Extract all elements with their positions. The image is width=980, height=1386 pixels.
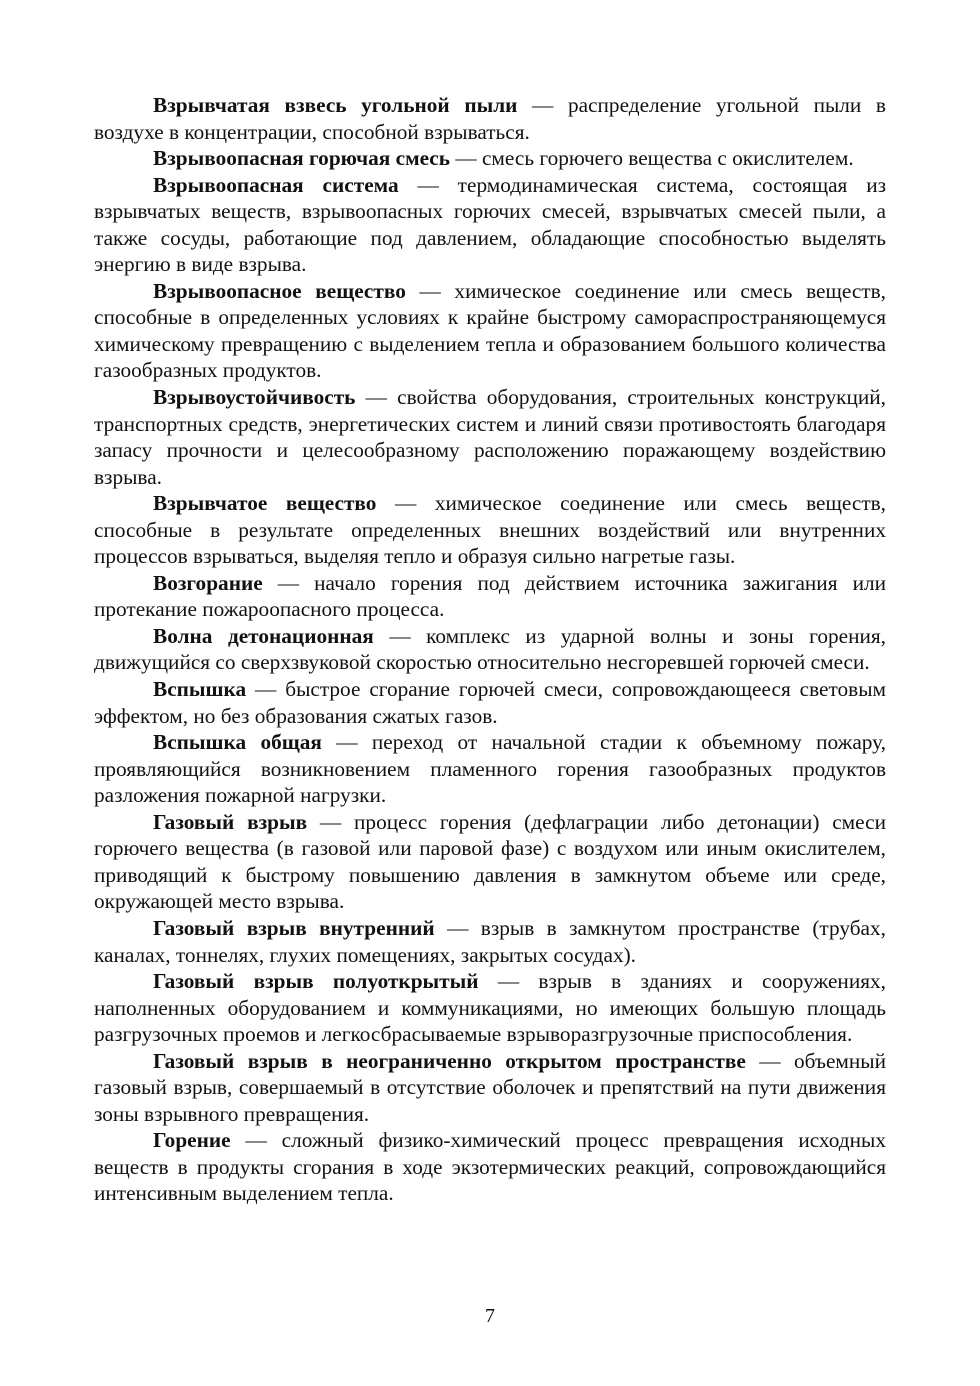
entry-term: Взрывоопасная горючая смесь	[153, 146, 451, 171]
entry-term: Возгорание	[153, 570, 263, 595]
entry-definition: — объемный газовый взрыв, совершаемый в отсутствие оболочек и препятствий на пути движения зоны взрывного превращения.	[94, 1048, 886, 1126]
entry-definition: — термодинамическая система, состоящая из взрывчатых веществ, взрывоопасных горючих смесей, взрывчатых смесей пыли, а также сосуды, работающие под давлением, обладающие способностью выделять энергию в виде взрыва.	[94, 172, 887, 277]
entry-definition: — смесь горючего вещества с окислителем.	[450, 146, 854, 171]
entry-term: Вспышка	[153, 677, 247, 702]
entry-definition: — начало горения под действием источника зажигания или протекание пожароопасного процесса.	[94, 570, 886, 622]
entry	[94, 278, 886, 384]
entry	[94, 1048, 886, 1128]
entry-definition: — процесс горения (дефлаграции либо детонации) смеси горючего вещества (в газовой или паровой фазе) с воздухом или иным окислителем, приводящий к быстрому повышению давления в замкнутом объеме или среде, окружающей место взрыва.	[94, 809, 886, 914]
entry-definition: — взрыв в замкнутом пространстве (трубах, каналах, тоннелях, глухих помещениях, закрытых сосудах).	[94, 915, 886, 967]
entry	[94, 490, 886, 570]
entry	[94, 1127, 886, 1207]
page-number: 7	[485, 1305, 495, 1327]
entry	[94, 145, 886, 172]
entry	[94, 172, 886, 278]
entry-definition: — химическое соединение или смесь веществ, способные в результате определенных внешних воздействий или внутренних процессов взрываться, выделяя тепло и образуя сильно нагретые газы.	[94, 491, 887, 569]
entry	[94, 676, 886, 729]
entry-term: Газовый взрыв внутренний	[153, 915, 435, 940]
entry-term: Газовый взрыв полуоткрытый	[153, 969, 479, 994]
entry-definition: — быстрое сгорание горючей смеси, сопровождающееся световым эффектом, но без образования сжатых газов.	[94, 677, 886, 728]
entry-definition: — переход от начальной стадии к объемному пожару, проявляющийся возникновением пламенного горения газообразных продуктов разложения пожарной нагрузки.	[94, 730, 886, 808]
entry	[94, 729, 886, 809]
entry-term: Взрывоустойчивость	[153, 385, 356, 410]
entry-term: Вспышка общая	[153, 730, 322, 755]
entry-definition: — распределение угольной пыли в воздухе в концентрации, способной взрываться.	[94, 93, 886, 144]
entry	[94, 623, 886, 676]
entry-term: Взрывчатая взвесь угольной пыли	[153, 93, 518, 117]
entry	[94, 915, 886, 968]
entry-term: Газовый взрыв в неограниченно открытом пространстве	[153, 1048, 746, 1073]
entry-term: Взрывоопасное вещество	[153, 278, 406, 303]
entry-definition: — химическое соединение или смесь веществ, способные в определенных условиях к крайне быстрому самораспространяющемуся химическому превращению с выделением тепла и образованием большого количества газообразных продуктов.	[94, 278, 886, 383]
entry-term: Горение	[153, 1128, 231, 1153]
entry-term: Взрывчатое вещество	[153, 491, 377, 516]
page-body	[94, 92, 886, 1207]
entry-definition: — взрыв в зданиях и сооружениях, наполненных оборудованием и коммуникациями, но имеющих большую площадь разгрузочных проемов и легкосбрасываемые взрыворазгрузочные приспособления.	[94, 969, 886, 1047]
entry-term: Газовый взрыв	[153, 809, 308, 834]
entry	[94, 570, 886, 623]
entry-definition: — сложный физико-химический процесс превращения исходных веществ в продукты сгорания в ходе экзотермических реакций, сопровождающийся интенсивным выделением тепла.	[94, 1128, 886, 1206]
entry	[94, 809, 886, 915]
entry-definition: — комплекс из ударной волны и зоны горения, движущийся со сверхзвуковой скоростью относительно несгоревшей горючей смеси.	[94, 623, 887, 675]
entry-term: Взрывоопасная система	[153, 172, 399, 197]
entry	[94, 384, 886, 490]
entry	[94, 92, 886, 145]
entry-definition: — свойства оборудования, строительных конструкций, транспортных средств, энергетических систем и линий связи противостоять благодаря запасу прочности и целесообразному расположению поражающему воздействию взрыва.	[94, 385, 886, 489]
entry-term: Волна детонационная	[153, 623, 374, 648]
entry	[94, 968, 886, 1048]
